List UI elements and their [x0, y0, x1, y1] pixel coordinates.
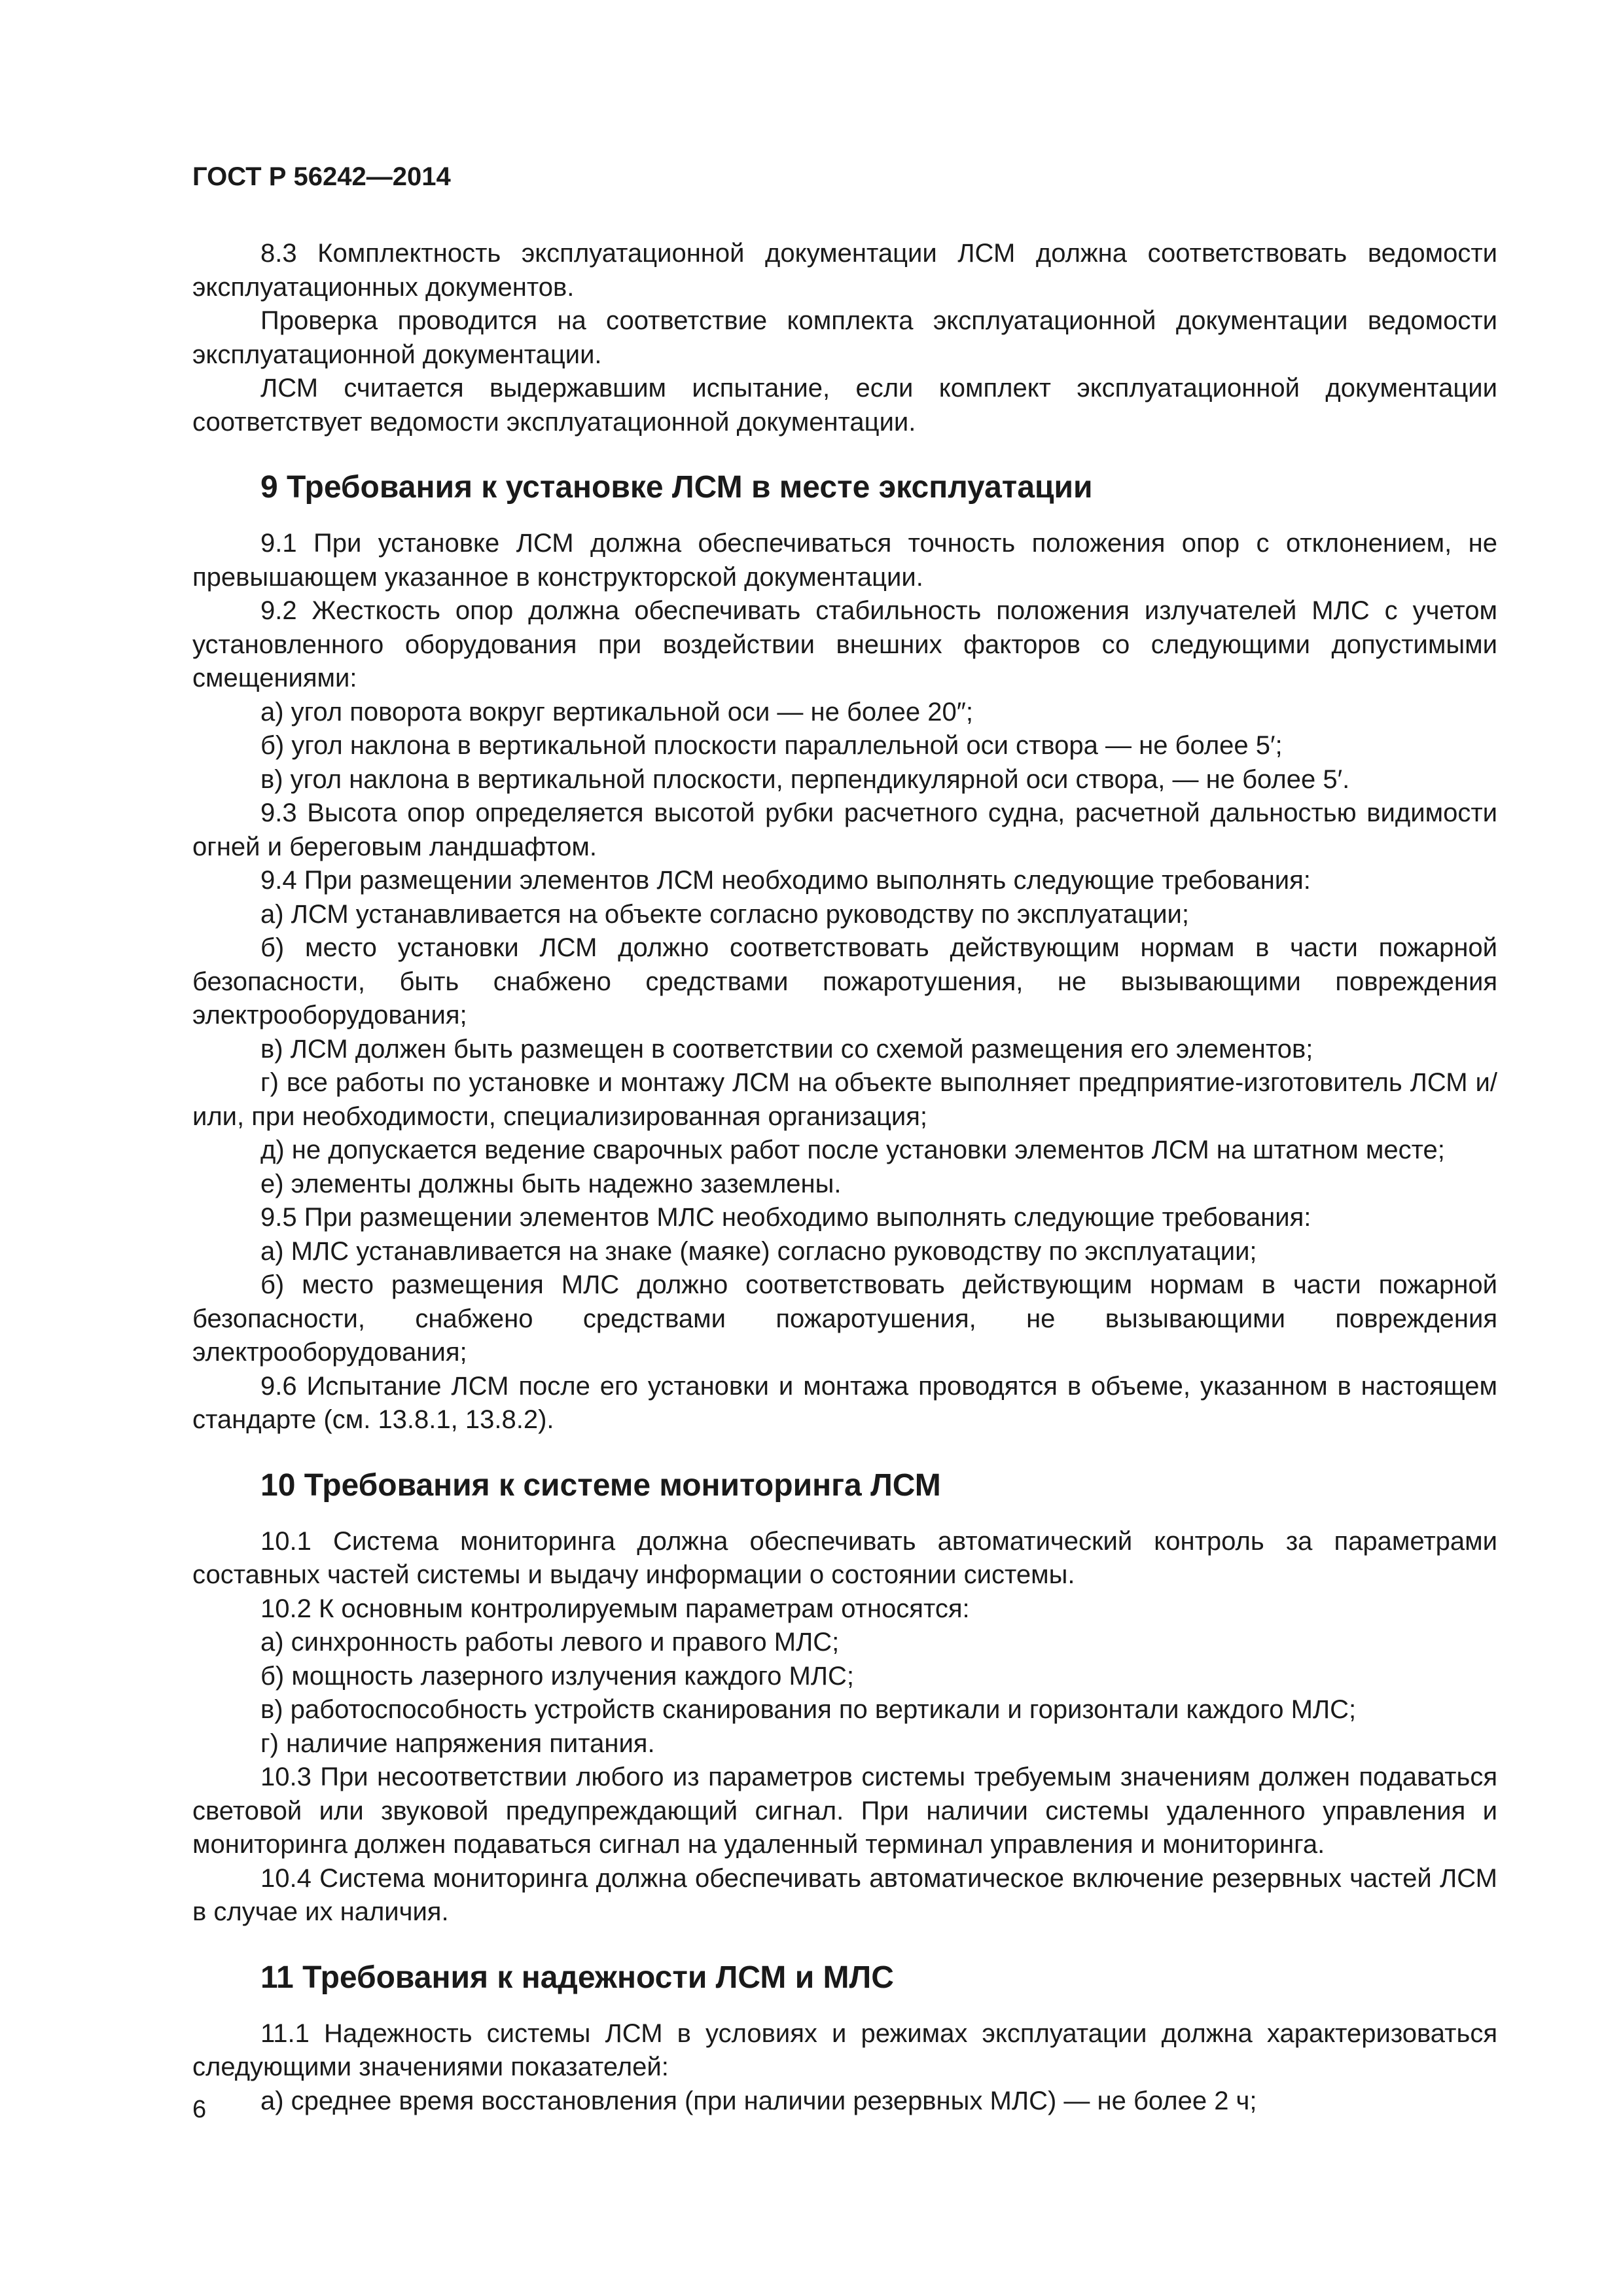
paragraph: а) среднее время восстановления (при наличии резервных МЛС) — не более 2 ч; — [260, 2086, 1257, 2115]
paragraph: 11.1 Надежность системы ЛСМ в условиях и режимах эксплуатации должна характеризоваться следующими значениями показателей: — [192, 2018, 1497, 2081]
paragraph: в) работоспособность устройств сканирования по вертикали и горизонтали каждого МЛС; — [260, 1695, 1357, 1724]
paragraph: 9.4 При размещении элементов ЛСМ необходимо выполнять следующие требования: — [260, 866, 1311, 895]
paragraph: 10.4 Система мониторинга должна обеспечивать автоматическое включение резервных частей ЛСМ в случае их наличия. — [192, 1863, 1497, 1926]
paragraph: г) наличие напряжения питания. — [260, 1729, 655, 1758]
paragraph: г) все работы по установке и монтажу ЛСМ на объекте выполняет предприятие-изготовитель ЛСМ и/или, при необходимости, специализированная организация; — [192, 1068, 1497, 1131]
paragraph: 9.2 Жесткость опор должна обеспечивать стабильность положения излучателей МЛС с учетом установленного оборудования при воздействии внешних факторов со следующими допустимыми смещениями: — [192, 596, 1497, 692]
section-heading: 9 Требования к установке ЛСМ в месте эксплуатации — [260, 470, 1093, 505]
paragraph: в) ЛСМ должен быть размещен в соответствии со схемой размещения его элементов; — [260, 1034, 1313, 1064]
paragraph: 10.1 Система мониторинга должна обеспечивать автоматический контроль за параметрами составных частей системы и выдачу информации о состоянии системы. — [192, 1526, 1497, 1589]
paragraph: б) место размещения МЛС должно соответствовать действующим нормам в части пожарной безопасности, снабжено средствами пожаротушения, не вызывающими повреждения электрооборудования; — [192, 1270, 1497, 1367]
paragraph: б) мощность лазерного излучения каждого МЛС; — [260, 1661, 855, 1691]
paragraph: 9.1 При установке ЛСМ должна обеспечиваться точность положения опор с отклонением, не превышающем указанное в конструкторской документации. — [192, 529, 1497, 592]
section-heading: 10 Требования к системе мониторинга ЛСМ — [260, 1467, 941, 1503]
page-content — [192, 237, 1497, 2118]
paragraph: Проверка проводится на соответствие комплекта эксплуатационной документации ведомости эксплуатационной документации. — [192, 306, 1497, 369]
paragraph: б) угол наклона в вертикальной плоскости параллельной оси створа — не более 5′; — [260, 731, 1283, 760]
paragraph: е) элементы должны быть надежно заземлены. — [260, 1169, 842, 1198]
paragraph: 10.3 При несоответствии любого из параметров системы требуемым значениям должен подаваться световой или звуковой предупреждающий сигнал. При наличии системы удаленного управления и мониторинга должен подаваться сигнал на удаленный терминал управления и мониторинга. — [192, 1763, 1497, 1859]
paragraph: а) угол поворота вокруг вертикальной оси — не более 20″; — [260, 697, 973, 726]
paragraph: в) угол наклона в вертикальной плоскости, перпендикулярной оси створа, — не более 5′. — [260, 764, 1350, 794]
paragraph: 10.2 К основным контролируемым параметрам относятся: — [260, 1594, 970, 1623]
paragraph: а) синхронность работы левого и правого МЛС; — [260, 1628, 840, 1657]
paragraph: 8.3 Комплектность эксплуатационной документации ЛСМ должна соответствовать ведомости эксплуатационных документов. — [192, 239, 1497, 302]
page-header: ГОСТ Р 56242—2014 — [192, 162, 451, 191]
section-heading: 11 Требования к надежности ЛСМ и МЛС — [260, 1960, 894, 1995]
paragraph: а) ЛСМ устанавливается на объекте согласно руководству по эксплуатации; — [260, 899, 1190, 929]
page-number: 6 — [192, 2096, 207, 2123]
paragraph: ЛСМ считается выдержавшим испытание, если комплект эксплуатационной документации соответствует ведомости эксплуатационной документации. — [192, 374, 1497, 437]
paragraph: 9.3 Высота опор определяется высотой рубки расчетного судна, расчетной дальностью видимости огней и береговым ландшафтом. — [192, 798, 1497, 861]
paragraph: а) МЛС устанавливается на знаке (маяке) согласно руководству по эксплуатации; — [260, 1236, 1257, 1266]
paragraph: б) место установки ЛСМ должно соответствовать действующим нормам в части пожарной безопасности, быть снабжено средствами пожаротушения, не вызывающими повреждения электрооборудования; — [192, 933, 1497, 1030]
paragraph: д) не допускается ведение сварочных работ после установки элементов ЛСМ на штатном месте; — [260, 1136, 1445, 1164]
paragraph: 9.5 При размещении элементов МЛС необходимо выполнять следующие требования: — [260, 1203, 1311, 1232]
paragraph: 9.6 Испытание ЛСМ после его установки и монтажа проводятся в объеме, указанном в настоящем стандарте (см. 13.8.1, 13.8.2). — [192, 1371, 1497, 1434]
